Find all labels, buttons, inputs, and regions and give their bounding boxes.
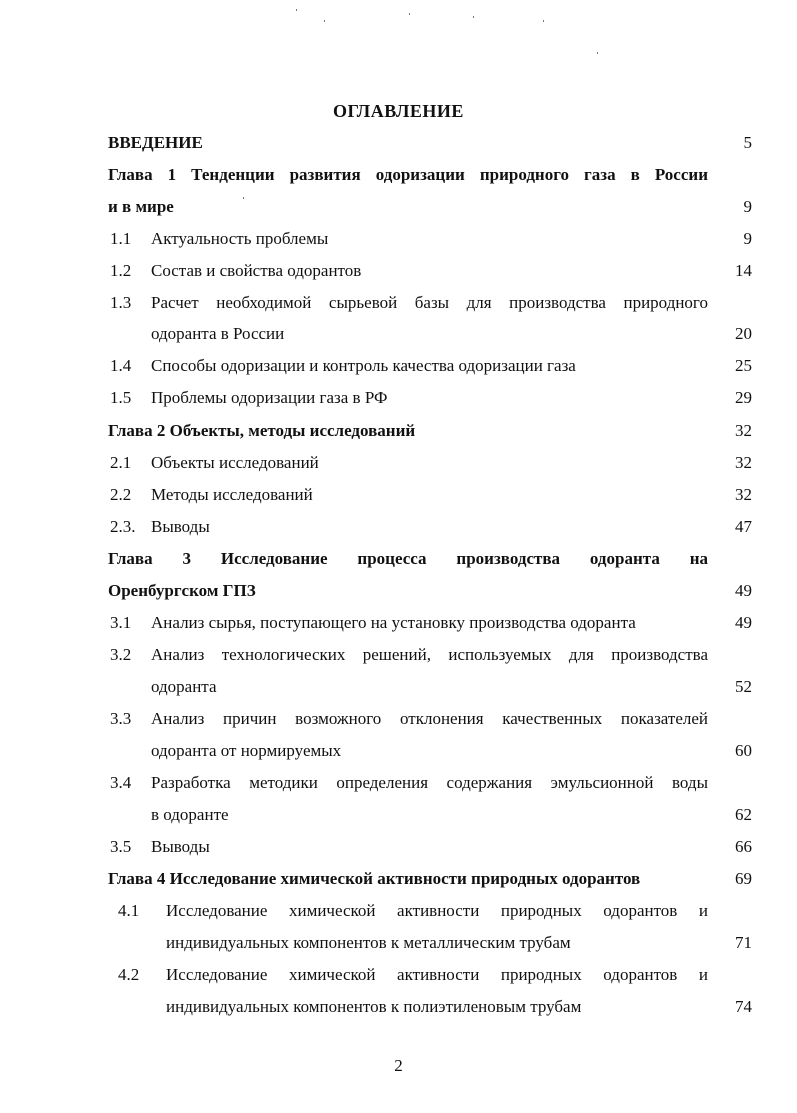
- toc-chapter-3-line-1: Глава 3 Исследование процесса производства одоранта на: [108, 549, 708, 568]
- toc-chapter-1-line-1: Глава 1 Тенденции развития одоризации природного газа в России: [108, 165, 708, 184]
- toc-section-title: Методы исследований: [151, 485, 313, 504]
- toc-chapter-1-line-2: и в мире: [108, 197, 174, 216]
- toc-page: 9: [743, 229, 752, 248]
- toc-section-title-line-1: Анализ технологических решений, используемых для производства: [151, 645, 708, 664]
- toc-section-number: 3.3: [110, 709, 132, 728]
- toc-page: 32: [735, 485, 752, 504]
- toc-chapter-2: Глава 2 Объекты, методы исследований: [108, 421, 416, 440]
- toc-section-number: 3.4: [110, 773, 132, 792]
- toc-section-number: 1.1: [110, 229, 132, 248]
- toc-section-number: 4.2: [118, 965, 140, 984]
- toc-section-title-line-2: одоранта: [151, 677, 217, 696]
- toc-page: 47: [735, 517, 752, 536]
- toc-page: 60: [735, 741, 752, 760]
- toc-chapter-3-line-2: Оренбургском ГПЗ: [108, 581, 256, 600]
- toc-page: 20: [735, 324, 752, 343]
- page-number: 2: [394, 1056, 403, 1075]
- toc-section-number: 2.3.: [110, 517, 136, 536]
- toc-section-title-line-2: одоранта в России: [151, 324, 285, 343]
- toc-section-number: 2.2: [110, 485, 132, 504]
- toc-page: 29: [735, 388, 752, 407]
- toc-chapter-4: Глава 4 Исследование химической активности природных одорантов: [108, 869, 641, 888]
- toc-page: 49: [735, 613, 752, 632]
- toc-section-title: Объекты исследований: [151, 453, 319, 472]
- toc-section-title-line-1: Исследование химической активности природных одорантов и: [166, 901, 708, 920]
- toc-section-number: 1.3: [110, 293, 132, 312]
- toc-section-title-line-1: Исследование химической активности природных одорантов и: [166, 965, 708, 984]
- toc-page: 14: [735, 261, 752, 280]
- toc-page: 62: [735, 805, 752, 824]
- toc-page: 66: [735, 837, 752, 856]
- toc-page: 32: [735, 453, 752, 472]
- toc-section-title: Актуальность проблемы: [151, 229, 329, 248]
- toc-section-title-line-2: индивидуальных компонентов к полиэтиленовым трубам: [166, 997, 582, 1016]
- toc-page: 74: [735, 997, 752, 1016]
- toc-section-title: Состав и свойства одорантов: [151, 261, 362, 280]
- toc-page: 9: [743, 197, 752, 216]
- page-title: ОГЛАВЛЕНИЕ: [333, 101, 464, 121]
- toc-section-number: 1.4: [110, 356, 132, 375]
- toc-page: 32: [735, 421, 752, 440]
- toc-section-title: Выводы: [151, 837, 210, 856]
- toc-page: 71: [735, 933, 752, 952]
- toc-section-number: 1.5: [110, 388, 132, 407]
- toc-section-title-line-2: одоранта от нормируемых: [151, 741, 342, 760]
- toc-section-number: 2.1: [110, 453, 132, 472]
- toc-section-number: 3.2: [110, 645, 132, 664]
- toc-page: 52: [735, 677, 752, 696]
- toc-section-title-line-1: Анализ причин возможного отклонения качественных показателей: [151, 709, 708, 728]
- toc-page: 69: [735, 869, 752, 888]
- toc-section-title: Проблемы одоризации газа в РФ: [151, 388, 388, 407]
- toc-section-number: 3.1: [110, 613, 132, 632]
- toc-section-title: Выводы: [151, 517, 210, 536]
- toc-section-number: 3.5: [110, 837, 132, 856]
- toc-page: 25: [735, 356, 752, 375]
- toc-section-title: Способы одоризации и контроль качества одоризации газа: [151, 356, 576, 375]
- toc-section-number: 1.2: [110, 261, 132, 280]
- toc-section-title-line-1: Расчет необходимой сырьевой базы для производства природного: [151, 293, 708, 312]
- toc-section-title: Анализ сырья, поступающего на установку производства одоранта: [151, 613, 636, 632]
- toc-page: 49: [735, 581, 752, 600]
- toc-section-title-line-1: Разработка методики определения содержания эмульсионной воды: [151, 773, 708, 792]
- toc-section-title-line-2: индивидуальных компонентов к металлическим трубам: [166, 933, 571, 952]
- toc-page: 5: [743, 133, 752, 152]
- toc-section-number: 4.1: [118, 901, 140, 920]
- toc-entry-introduction: ВВЕДЕНИЕ: [108, 133, 203, 152]
- toc-section-title-line-2: в одоранте: [151, 805, 229, 824]
